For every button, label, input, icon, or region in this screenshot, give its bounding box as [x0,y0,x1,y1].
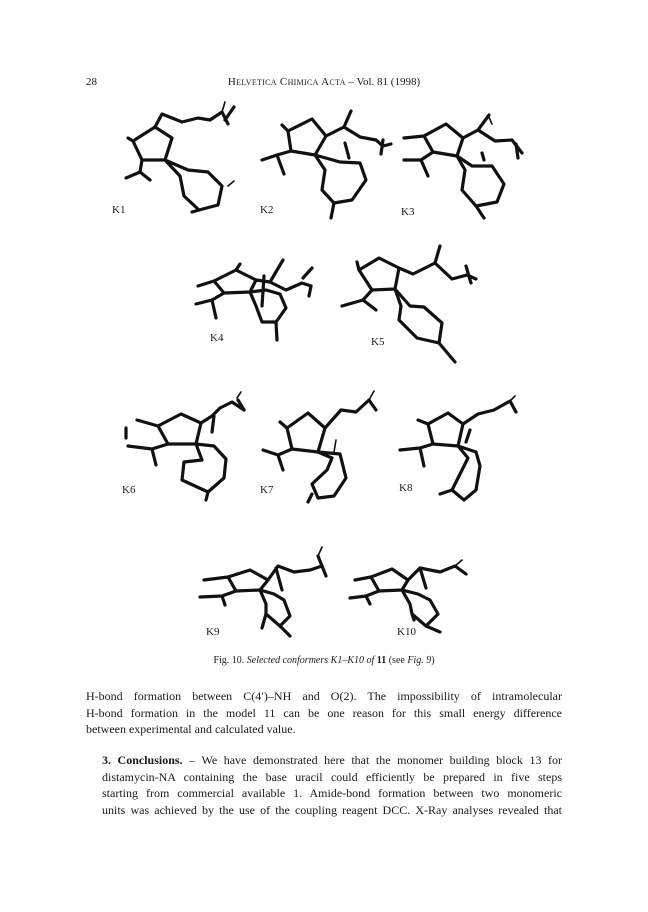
conformer-k5-structure [342,246,476,362]
text-line: distamycin-NA containing the base uracil could efficiently be prepared in five steps [102,769,562,784]
text-line: H-bond formation between C(4′)–NH and O(2). The impossibility of intramolecular [86,689,562,703]
conformer-label: K3 [401,206,415,218]
conformer-k2-structure [262,111,391,218]
conformer-label: K2 [260,204,274,216]
text-line-content: We have demonstrated here that the monomer building block 13 for [201,753,562,767]
conformer-label: K4 [210,332,224,344]
conformer-k10-structure [350,560,466,632]
text-line: between experimental and calculated value. [86,722,296,736]
caption-fig-number: Fig. 10. [213,655,245,666]
text-line: units was achieved by the use of the coupling reagent DCC. X-Ray analyses revealed that [102,802,562,817]
conformer-label: K5 [371,336,385,348]
caption-ref-figure: Fig. 9 [407,655,432,666]
figure-caption [0,655,648,666]
caption-ref-end: ) [431,655,435,666]
text-line-first [86,752,562,769]
conformer-k4-structure [196,260,312,340]
section-heading: 3. Conclusions. [102,753,183,767]
conformer-k6-structure [126,392,244,500]
conformer-label: K9 [206,626,220,638]
journal-name: Helvetica Chimica Acta [227,76,346,88]
conformer-k8-structure [400,396,516,500]
caption-text: Selected conformers K1–K10 of [246,655,375,666]
caption-compound: 11 [376,655,387,666]
text-line: H-bond formation in the model 11 can be one reason for this small energy difference [86,705,562,720]
caption-ref: (see [388,655,405,666]
paragraph-hbond [86,688,562,738]
conformer-k3-structure [404,115,522,218]
conformer-label: K7 [260,484,274,496]
conformer-k1-structure [126,102,234,212]
paragraph-conclusions [86,752,562,818]
conformer-label: K6 [122,484,136,496]
page-number: 28 [86,76,97,88]
conformer-k9-structure [200,547,326,636]
conformer-label: K8 [399,482,413,494]
heading-dash: – [182,753,202,767]
text-line: starting from commercial available 1. Amide-bond formation between two monomeric [102,786,562,800]
conformer-label: K10 [397,626,416,638]
journal-volume: – Vol. 81 (1998) [348,76,421,88]
conformer-k7-structure [263,391,376,502]
conformer-label: K1 [112,204,126,216]
